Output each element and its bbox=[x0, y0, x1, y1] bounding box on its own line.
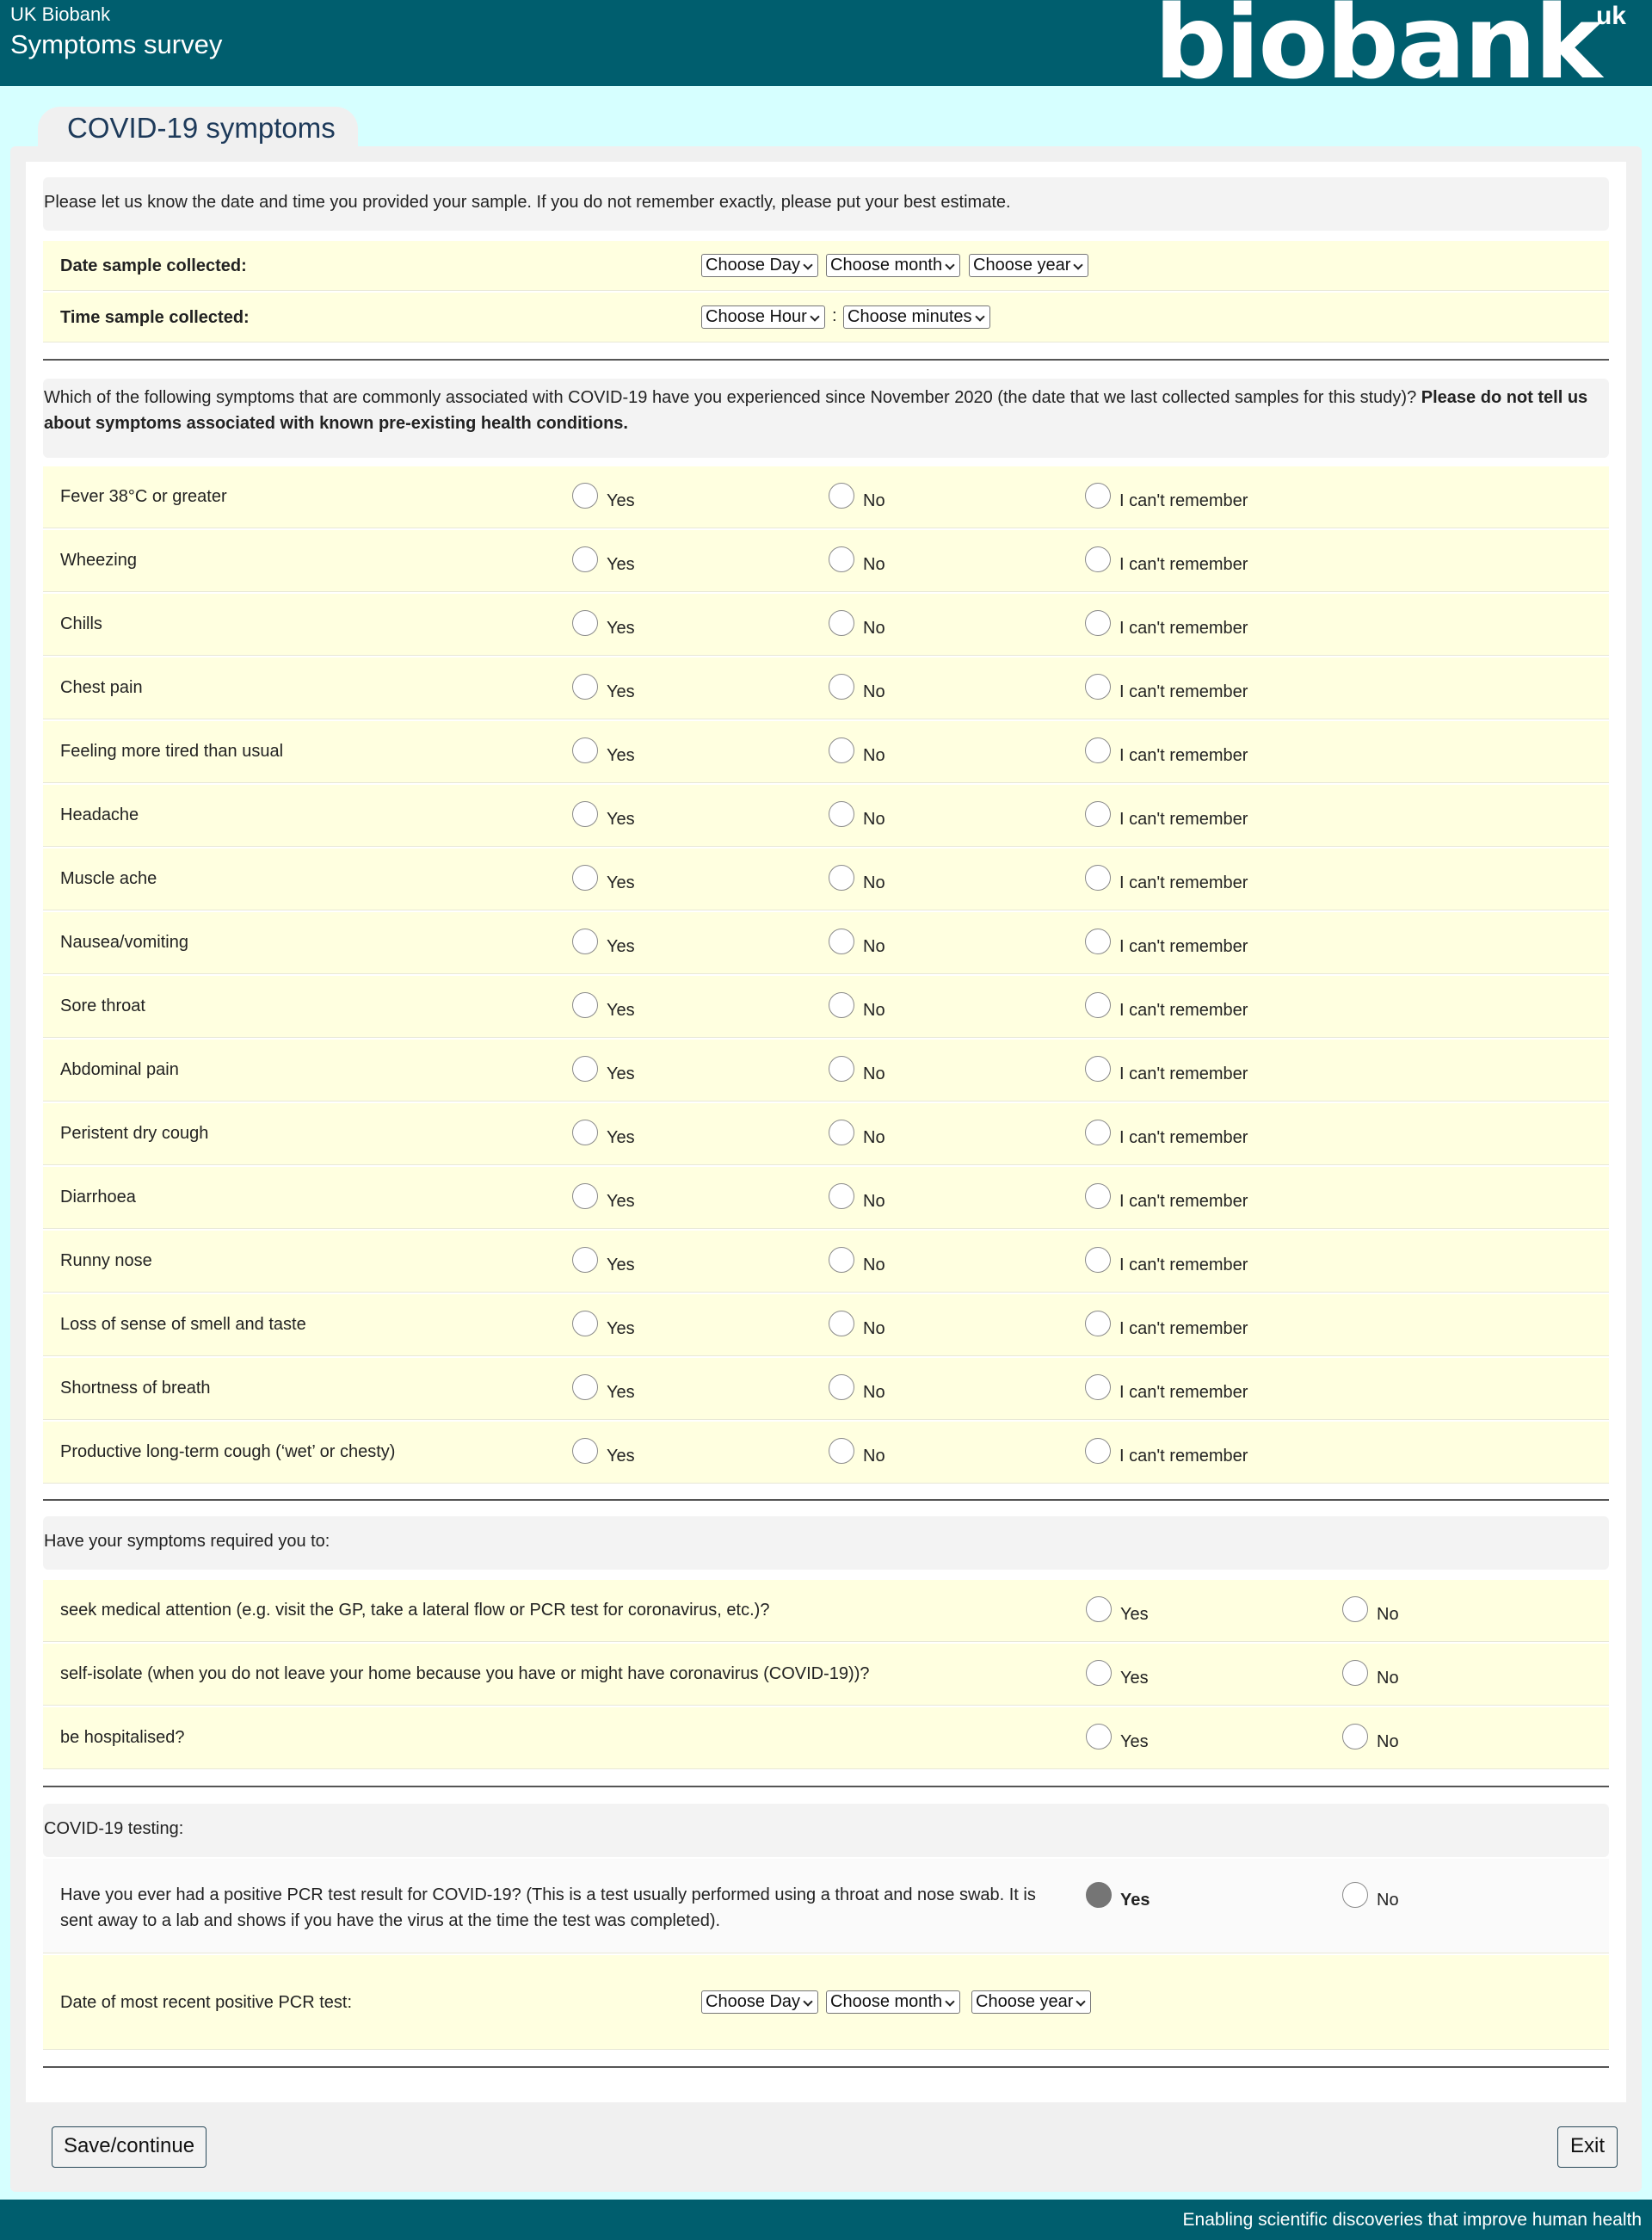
required-row bbox=[43, 1707, 1609, 1769]
section-divider bbox=[43, 1786, 1609, 1787]
symptom-cant-remember-radio[interactable] bbox=[1085, 610, 1111, 636]
symptom-label: Diarrhoea bbox=[60, 1188, 136, 1206]
symptom-yes-label: Yes bbox=[607, 1192, 635, 1211]
symptom-cant-remember-label: I can't remember bbox=[1119, 1064, 1248, 1083]
date-sample-row bbox=[43, 241, 1609, 291]
pcr-month-select[interactable]: Choose month bbox=[826, 1990, 960, 2014]
symptom-row bbox=[43, 785, 1609, 847]
symptom-row bbox=[43, 594, 1609, 656]
required-no-radio[interactable] bbox=[1342, 1660, 1368, 1686]
time-colon: : bbox=[832, 306, 837, 325]
symptom-cant-remember-radio[interactable] bbox=[1085, 1311, 1111, 1336]
symptom-label: Fever 38°C or greater bbox=[60, 487, 227, 506]
symptom-cant-remember-label: I can't remember bbox=[1119, 873, 1248, 892]
section-divider bbox=[43, 1499, 1609, 1501]
pcr-no-radio[interactable] bbox=[1342, 1882, 1368, 1908]
app-header bbox=[0, 0, 1652, 102]
symptom-yes-label: Yes bbox=[607, 1256, 635, 1274]
symptom-yes-label: Yes bbox=[607, 1383, 635, 1402]
save-continue-button[interactable]: Save/continue bbox=[52, 2126, 206, 2168]
sample-intro bbox=[43, 177, 1609, 231]
pcr-day-select[interactable]: Choose Day bbox=[701, 1990, 818, 2014]
symptom-yes-radio[interactable] bbox=[572, 1438, 598, 1464]
symptom-yes-radio[interactable] bbox=[572, 1247, 598, 1273]
symptom-row bbox=[43, 1231, 1609, 1293]
symptom-cant-remember-label: I can't remember bbox=[1119, 1383, 1248, 1402]
symptom-label: Feeling more tired than usual bbox=[60, 742, 284, 761]
symptom-cant-remember-radio[interactable] bbox=[1085, 1438, 1111, 1464]
symptom-yes-radio[interactable] bbox=[572, 610, 598, 636]
symptom-row bbox=[43, 1422, 1609, 1484]
symptom-no-label: No bbox=[863, 1001, 885, 1020]
pcr-yes-label: Yes bbox=[1120, 1891, 1150, 1910]
symptom-label: Nausea/vomiting bbox=[60, 933, 188, 952]
app-footer bbox=[0, 2200, 1652, 2240]
date-year-select[interactable]: Choose year bbox=[969, 254, 1088, 277]
symptom-cant-remember-label: I can't remember bbox=[1119, 491, 1248, 510]
symptom-yes-label: Yes bbox=[607, 1447, 635, 1466]
section-divider bbox=[43, 2066, 1609, 2068]
symptom-yes-label: Yes bbox=[607, 1128, 635, 1147]
symptom-row bbox=[43, 530, 1609, 592]
symptom-yes-label: Yes bbox=[607, 1319, 635, 1338]
pcr-yes-radio[interactable] bbox=[1086, 1882, 1112, 1908]
symptom-yes-radio[interactable] bbox=[572, 737, 598, 763]
symptom-no-radio[interactable] bbox=[829, 801, 854, 827]
symptom-yes-label: Yes bbox=[607, 1001, 635, 1020]
date-day-select[interactable]: Choose Day bbox=[701, 254, 818, 277]
symptom-yes-label: Yes bbox=[607, 746, 635, 765]
symptom-yes-radio[interactable] bbox=[572, 1311, 598, 1336]
symptom-no-label: No bbox=[863, 619, 885, 638]
section-divider bbox=[43, 359, 1609, 361]
symptom-label: Sore throat bbox=[60, 997, 145, 1015]
symptom-yes-radio[interactable] bbox=[572, 483, 598, 509]
symptom-cant-remember-radio[interactable] bbox=[1085, 1247, 1111, 1273]
required-label: self-isolate (when you do not leave your home because you have or might have coronavirus (COVID-19))? bbox=[60, 1664, 870, 1683]
required-row bbox=[43, 1580, 1609, 1642]
pcr-no-label: No bbox=[1377, 1891, 1399, 1910]
symptom-no-label: No bbox=[863, 1192, 885, 1211]
symptom-label: Runny nose bbox=[60, 1251, 152, 1270]
required-yes-radio[interactable] bbox=[1086, 1596, 1112, 1622]
symptom-cant-remember-label: I can't remember bbox=[1119, 555, 1248, 574]
symptom-cant-remember-radio[interactable] bbox=[1085, 737, 1111, 763]
symptom-no-label: No bbox=[863, 555, 885, 574]
symptom-cant-remember-radio[interactable] bbox=[1085, 1374, 1111, 1400]
symptom-cant-remember-label: I can't remember bbox=[1119, 746, 1248, 765]
section-tab bbox=[38, 107, 358, 157]
symptom-no-label: No bbox=[863, 491, 885, 510]
symptom-yes-label: Yes bbox=[607, 937, 635, 956]
exit-button[interactable]: Exit bbox=[1557, 2126, 1618, 2168]
symptom-no-radio[interactable] bbox=[829, 737, 854, 763]
pcr-question-label: Have you ever had a positive PCR test result for COVID-19? (This is a test usually performed using a throat and nose swab. It is sent away to a lab and shows if you have the virus at the time the test was completed). bbox=[60, 1885, 1036, 1930]
testing-intro-text: COVID-19 testing: bbox=[44, 1819, 184, 1838]
symptom-cant-remember-radio[interactable] bbox=[1085, 929, 1111, 954]
symptom-no-radio[interactable] bbox=[829, 1056, 854, 1082]
symptom-label: Headache bbox=[60, 805, 139, 824]
symptom-yes-radio[interactable] bbox=[572, 801, 598, 827]
required-no-label: No bbox=[1377, 1669, 1399, 1688]
symptom-no-label: No bbox=[863, 1256, 885, 1274]
symptom-yes-label: Yes bbox=[607, 873, 635, 892]
symptom-no-radio[interactable] bbox=[829, 1311, 854, 1336]
symptom-cant-remember-label: I can't remember bbox=[1119, 1447, 1248, 1466]
section-tab-label: COVID-19 symptoms bbox=[67, 112, 336, 144]
symptom-no-radio[interactable] bbox=[829, 929, 854, 954]
symptom-label: Muscle ache bbox=[60, 869, 157, 888]
symptom-yes-radio[interactable] bbox=[572, 1120, 598, 1145]
symptom-no-radio[interactable] bbox=[829, 865, 854, 891]
symptom-no-radio[interactable] bbox=[829, 1374, 854, 1400]
required-no-label: No bbox=[1377, 1605, 1399, 1624]
symptom-cant-remember-radio[interactable] bbox=[1085, 801, 1111, 827]
required-no-label: No bbox=[1377, 1732, 1399, 1751]
symptom-yes-label: Yes bbox=[607, 810, 635, 829]
symptom-no-label: No bbox=[863, 1383, 885, 1402]
required-label: be hospitalised? bbox=[60, 1728, 185, 1747]
symptom-cant-remember-radio[interactable] bbox=[1085, 992, 1111, 1018]
logo-suffix: uk bbox=[1595, 2, 1626, 30]
symptom-cant-remember-radio[interactable] bbox=[1085, 1120, 1111, 1145]
symptom-row bbox=[43, 976, 1609, 1038]
symptom-yes-radio[interactable] bbox=[572, 929, 598, 954]
required-yes-radio[interactable] bbox=[1086, 1724, 1112, 1749]
required-yes-label: Yes bbox=[1120, 1669, 1149, 1688]
symptom-cant-remember-label: I can't remember bbox=[1119, 1128, 1248, 1147]
logo-word: biobank bbox=[1154, 0, 1600, 102]
sample-intro-text: Please let us know the date and time you provided your sample. If you do not remember exactly, please put your best estimate. bbox=[44, 193, 1011, 212]
required-label: seek medical attention (e.g. visit the GP, take a lateral flow or PCR test for coronavirus, etc.)? bbox=[60, 1601, 770, 1620]
footer-tagline: Enabling scientific discoveries that improve human health bbox=[1182, 2210, 1642, 2230]
symptom-cant-remember-label: I can't remember bbox=[1119, 1319, 1248, 1338]
page-title: Symptoms survey bbox=[10, 29, 223, 59]
symptom-no-radio[interactable] bbox=[829, 992, 854, 1018]
symptom-cant-remember-label: I can't remember bbox=[1119, 937, 1248, 956]
symptom-row bbox=[43, 1103, 1609, 1165]
symptom-cant-remember-label: I can't remember bbox=[1119, 810, 1248, 829]
symptom-label: Chest pain bbox=[60, 678, 143, 697]
symptom-cant-remember-radio[interactable] bbox=[1085, 865, 1111, 891]
symptom-yes-radio[interactable] bbox=[572, 1183, 598, 1209]
symptom-row bbox=[43, 657, 1609, 719]
symptoms-intro-text: Which of the following symptoms that are commonly associated with COVID-19 have you experienced since November 2020 (the date that we last collected samples for this study)? bbox=[44, 388, 1417, 407]
pcr-date-row bbox=[43, 1955, 1609, 2050]
required-no-radio[interactable] bbox=[1342, 1724, 1368, 1749]
required-intro-text: Have your symptoms required you to: bbox=[44, 1532, 330, 1551]
symptom-row bbox=[43, 1167, 1609, 1229]
required-yes-radio[interactable] bbox=[1086, 1660, 1112, 1686]
symptom-row bbox=[43, 848, 1609, 910]
symptom-yes-label: Yes bbox=[607, 619, 635, 638]
symptom-yes-radio[interactable] bbox=[572, 546, 598, 572]
symptom-row bbox=[43, 721, 1609, 783]
date-sample-label: Date sample collected: bbox=[60, 256, 247, 275]
symptom-cant-remember-label: I can't remember bbox=[1119, 619, 1248, 638]
symptom-no-label: No bbox=[863, 1128, 885, 1147]
symptom-no-radio[interactable] bbox=[829, 546, 854, 572]
symptom-no-radio[interactable] bbox=[829, 1120, 854, 1145]
symptom-cant-remember-label: I can't remember bbox=[1119, 682, 1248, 701]
symptom-yes-radio[interactable] bbox=[572, 674, 598, 700]
symptom-yes-label: Yes bbox=[607, 555, 635, 574]
date-month-select[interactable]: Choose month bbox=[826, 254, 960, 277]
symptom-row bbox=[43, 1358, 1609, 1420]
required-yes-label: Yes bbox=[1120, 1605, 1149, 1624]
symptom-cant-remember-radio[interactable] bbox=[1085, 483, 1111, 509]
symptom-no-radio[interactable] bbox=[829, 1438, 854, 1464]
symptom-yes-radio[interactable] bbox=[572, 992, 598, 1018]
symptom-no-label: No bbox=[863, 873, 885, 892]
org-name: UK Biobank bbox=[10, 3, 111, 25]
symptom-cant-remember-radio[interactable] bbox=[1085, 674, 1111, 700]
required-yes-label: Yes bbox=[1120, 1732, 1149, 1751]
time-sample-label: Time sample collected: bbox=[60, 308, 250, 327]
symptom-label: Peristent dry cough bbox=[60, 1124, 209, 1143]
testing-intro bbox=[43, 1804, 1609, 1857]
symptom-yes-radio[interactable] bbox=[572, 865, 598, 891]
symptom-label: Wheezing bbox=[60, 551, 137, 570]
symptoms-intro-bold: Please do not tell us about symptoms associated with known pre-existing health conditions. bbox=[44, 388, 1588, 433]
symptom-cant-remember-label: I can't remember bbox=[1119, 1256, 1248, 1274]
symptom-no-label: No bbox=[863, 1064, 885, 1083]
pcr-question-row bbox=[43, 1859, 1609, 1953]
symptom-yes-label: Yes bbox=[607, 491, 635, 510]
symptom-no-label: No bbox=[863, 810, 885, 829]
symptoms-intro bbox=[43, 379, 1609, 458]
symptom-no-radio[interactable] bbox=[829, 1247, 854, 1273]
symptom-yes-radio[interactable] bbox=[572, 1374, 598, 1400]
symptom-row bbox=[43, 1040, 1609, 1101]
required-row bbox=[43, 1644, 1609, 1706]
symptom-row bbox=[43, 1294, 1609, 1356]
symptom-no-radio[interactable] bbox=[829, 674, 854, 700]
symptom-label: Loss of sense of smell and taste bbox=[60, 1315, 306, 1334]
time-minutes-select[interactable]: Choose minutes bbox=[843, 305, 990, 329]
symptom-cant-remember-radio[interactable] bbox=[1085, 1056, 1111, 1082]
symptom-cant-remember-radio[interactable] bbox=[1085, 546, 1111, 572]
symptom-label: Chills bbox=[60, 614, 102, 633]
symptom-label: Abdominal pain bbox=[60, 1060, 179, 1079]
symptom-cant-remember-label: I can't remember bbox=[1119, 1192, 1248, 1211]
required-intro bbox=[43, 1516, 1609, 1570]
symptom-label: Productive long-term cough (‘wet’ or chesty) bbox=[60, 1442, 396, 1461]
symptom-no-label: No bbox=[863, 682, 885, 701]
biobank-logo bbox=[1154, 0, 1626, 102]
required-no-radio[interactable] bbox=[1342, 1596, 1368, 1622]
symptom-yes-label: Yes bbox=[607, 1064, 635, 1083]
pcr-year-select[interactable]: Choose year bbox=[971, 1990, 1091, 2014]
symptom-label: Shortness of breath bbox=[60, 1379, 211, 1398]
symptom-yes-label: Yes bbox=[607, 682, 635, 701]
symptom-cant-remember-radio[interactable] bbox=[1085, 1183, 1111, 1209]
symptom-no-label: No bbox=[863, 1319, 885, 1338]
symptom-no-label: No bbox=[863, 937, 885, 956]
symptom-no-radio[interactable] bbox=[829, 610, 854, 636]
symptom-row bbox=[43, 912, 1609, 974]
symptom-yes-radio[interactable] bbox=[572, 1056, 598, 1082]
symptom-no-radio[interactable] bbox=[829, 1183, 854, 1209]
symptom-no-radio[interactable] bbox=[829, 483, 854, 509]
time-sample-row bbox=[43, 293, 1609, 342]
time-hour-select[interactable]: Choose Hour bbox=[701, 305, 825, 329]
symptom-no-label: No bbox=[863, 1447, 885, 1466]
pcr-date-label: Date of most recent positive PCR test: bbox=[60, 1993, 353, 2012]
symptom-cant-remember-label: I can't remember bbox=[1119, 1001, 1248, 1020]
symptom-row bbox=[43, 466, 1609, 528]
symptom-no-label: No bbox=[863, 746, 885, 765]
